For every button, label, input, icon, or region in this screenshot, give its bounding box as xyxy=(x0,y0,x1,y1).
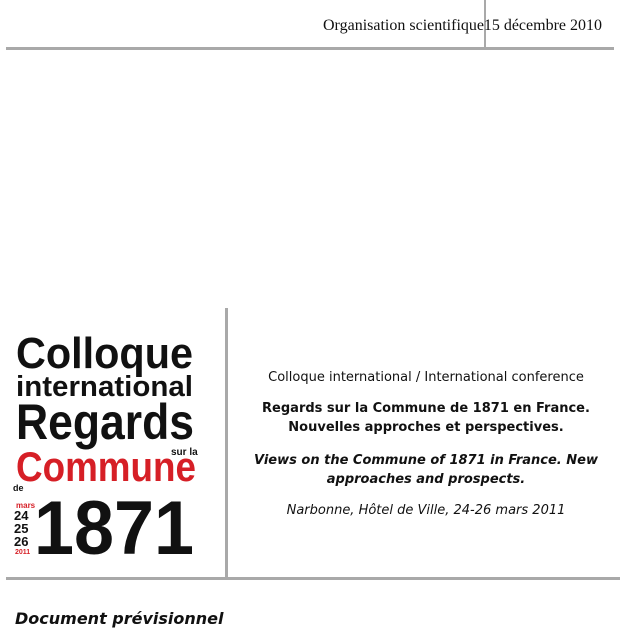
conference-title-fr: Regards sur la Commune de 1871 en France. Nouvelles approches et perspectives. xyxy=(262,401,590,435)
bottom-rule xyxy=(6,577,620,580)
logo-de: de xyxy=(13,483,24,493)
logo-commune: Commune xyxy=(16,443,196,490)
conference-info xyxy=(232,370,620,518)
logo-day-24: 24 xyxy=(14,508,29,523)
conference-logo xyxy=(13,328,198,556)
vertical-divider xyxy=(225,308,228,580)
conference-type: Colloque international / International conference xyxy=(268,370,584,385)
logo-international: international xyxy=(16,371,193,403)
logo-day-26: 26 xyxy=(14,534,29,549)
conference-title-en: Views on the Commune of 1871 in France. New approaches and prospects. xyxy=(254,453,598,487)
document-status: Document prévisionnel xyxy=(15,609,224,628)
logo-sur-la: sur la xyxy=(171,447,198,458)
logo-mars: mars xyxy=(16,501,36,510)
top-rule xyxy=(6,47,614,50)
header-organisation: Organisation scientifique xyxy=(323,17,484,34)
logo-day-25: 25 xyxy=(14,521,29,536)
logo-colloque: Colloque xyxy=(16,329,193,378)
conference-location: Narbonne, Hôtel de Ville, 24-26 mars 2011 xyxy=(286,503,566,518)
logo-1871: 1871 xyxy=(34,486,194,556)
header-date: 15 décembre 2010 xyxy=(483,17,602,34)
logo-2011: 2011 xyxy=(15,549,31,556)
logo-regards: Regards xyxy=(16,394,194,450)
